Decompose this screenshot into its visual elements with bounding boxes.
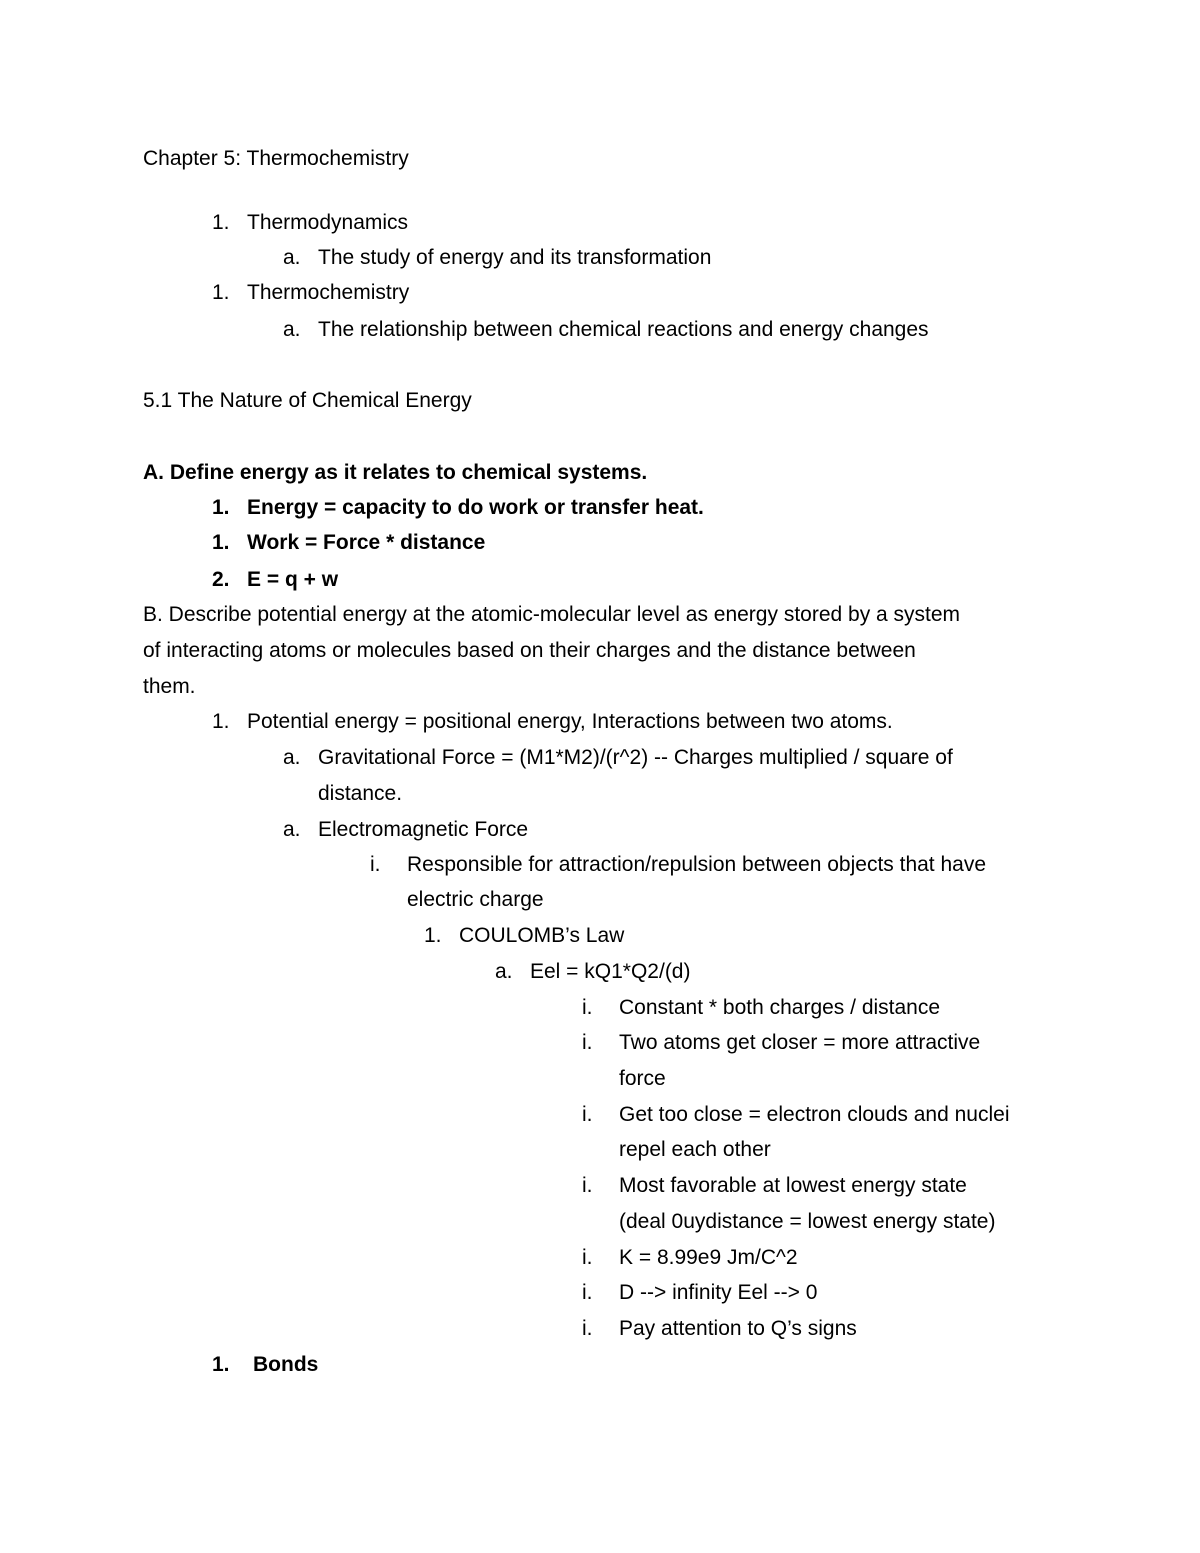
chapter-title: Chapter 5: Thermochemistry: [143, 147, 409, 170]
list-marker: a.: [283, 746, 301, 769]
part-b-heading-line: of interacting atoms or molecules based on their charges and the distance between: [143, 639, 916, 662]
list-item-point-cont: repel each other: [619, 1138, 771, 1161]
list-item-gravitational: Gravitational Force = (M1*M2)/(r^2) -- Charges multiplied / square of: [318, 746, 953, 769]
list-marker: 1.: [212, 710, 230, 733]
list-marker: 1.: [212, 496, 230, 519]
list-marker: i.: [582, 1174, 593, 1197]
list-item-point: Two atoms get closer = more attractive: [619, 1031, 981, 1054]
list-marker: i.: [582, 1281, 593, 1304]
list-marker: i.: [582, 1031, 593, 1054]
list-item-point-cont: (deal 0uydistance = lowest energy state): [619, 1210, 996, 1233]
list-item-point-cont: force: [619, 1067, 666, 1090]
list-item-work: Work = Force * distance: [247, 531, 486, 554]
list-item-responsible: Responsible for attraction/repulsion between objects that have: [407, 853, 987, 876]
list-marker: i.: [370, 853, 381, 876]
list-marker: a.: [283, 318, 301, 341]
list-marker: a.: [283, 246, 301, 269]
part-b-heading-line: B. Describe potential energy at the atomic-molecular level as energy stored by a system: [143, 603, 961, 626]
list-item-point: K = 8.99e9 Jm/C^2: [619, 1246, 798, 1269]
part-a-heading: A. Define energy as it relates to chemical systems.: [143, 461, 648, 484]
list-item-responsible-cont: electric charge: [407, 888, 544, 911]
list-item-thermodynamics: Thermodynamics: [247, 211, 409, 234]
list-marker: 2.: [212, 568, 230, 591]
list-item-thermodynamics-def: The study of energy and its transformation: [318, 246, 712, 269]
part-b-heading-line: them.: [143, 675, 196, 698]
list-item-bonds: Bonds: [253, 1353, 319, 1376]
list-item-gravitational-cont: distance.: [318, 782, 403, 805]
list-item-point: Get too close = electron clouds and nuclei: [619, 1103, 1010, 1126]
list-item-point: Constant * both charges / distance: [619, 996, 941, 1019]
list-marker: i.: [582, 1246, 593, 1269]
list-item-point: Pay attention to Q’s signs: [619, 1317, 857, 1340]
list-marker: 1.: [212, 531, 230, 554]
list-item-coulomb: COULOMB’s Law: [459, 924, 625, 947]
list-marker: 1.: [212, 1353, 230, 1376]
list-marker: 1.: [212, 211, 230, 234]
list-marker: i.: [582, 1317, 593, 1340]
list-item-equation: E = q + w: [247, 568, 339, 591]
list-item-energy: Energy = capacity to do work or transfer heat.: [247, 496, 704, 519]
section-heading: 5.1 The Nature of Chemical Energy: [143, 389, 472, 412]
list-item-point: D --> infinity Eel --> 0: [619, 1281, 818, 1304]
list-marker: 1.: [424, 924, 442, 947]
list-item-thermochemistry-def: The relationship between chemical reactions and energy changes: [318, 318, 929, 341]
list-item-eel: Eel = kQ1*Q2/(d): [530, 960, 691, 983]
list-marker: 1.: [212, 281, 230, 304]
list-marker: a.: [283, 818, 301, 841]
list-item-potential-energy: Potential energy = positional energy, Interactions between two atoms.: [247, 710, 893, 733]
list-marker: a.: [495, 960, 513, 983]
list-item-point: Most favorable at lowest energy state: [619, 1174, 967, 1197]
list-item-thermochemistry: Thermochemistry: [247, 281, 410, 304]
list-marker: i.: [582, 1103, 593, 1126]
list-item-electromagnetic: Electromagnetic Force: [318, 818, 529, 841]
list-marker: i.: [582, 996, 593, 1019]
